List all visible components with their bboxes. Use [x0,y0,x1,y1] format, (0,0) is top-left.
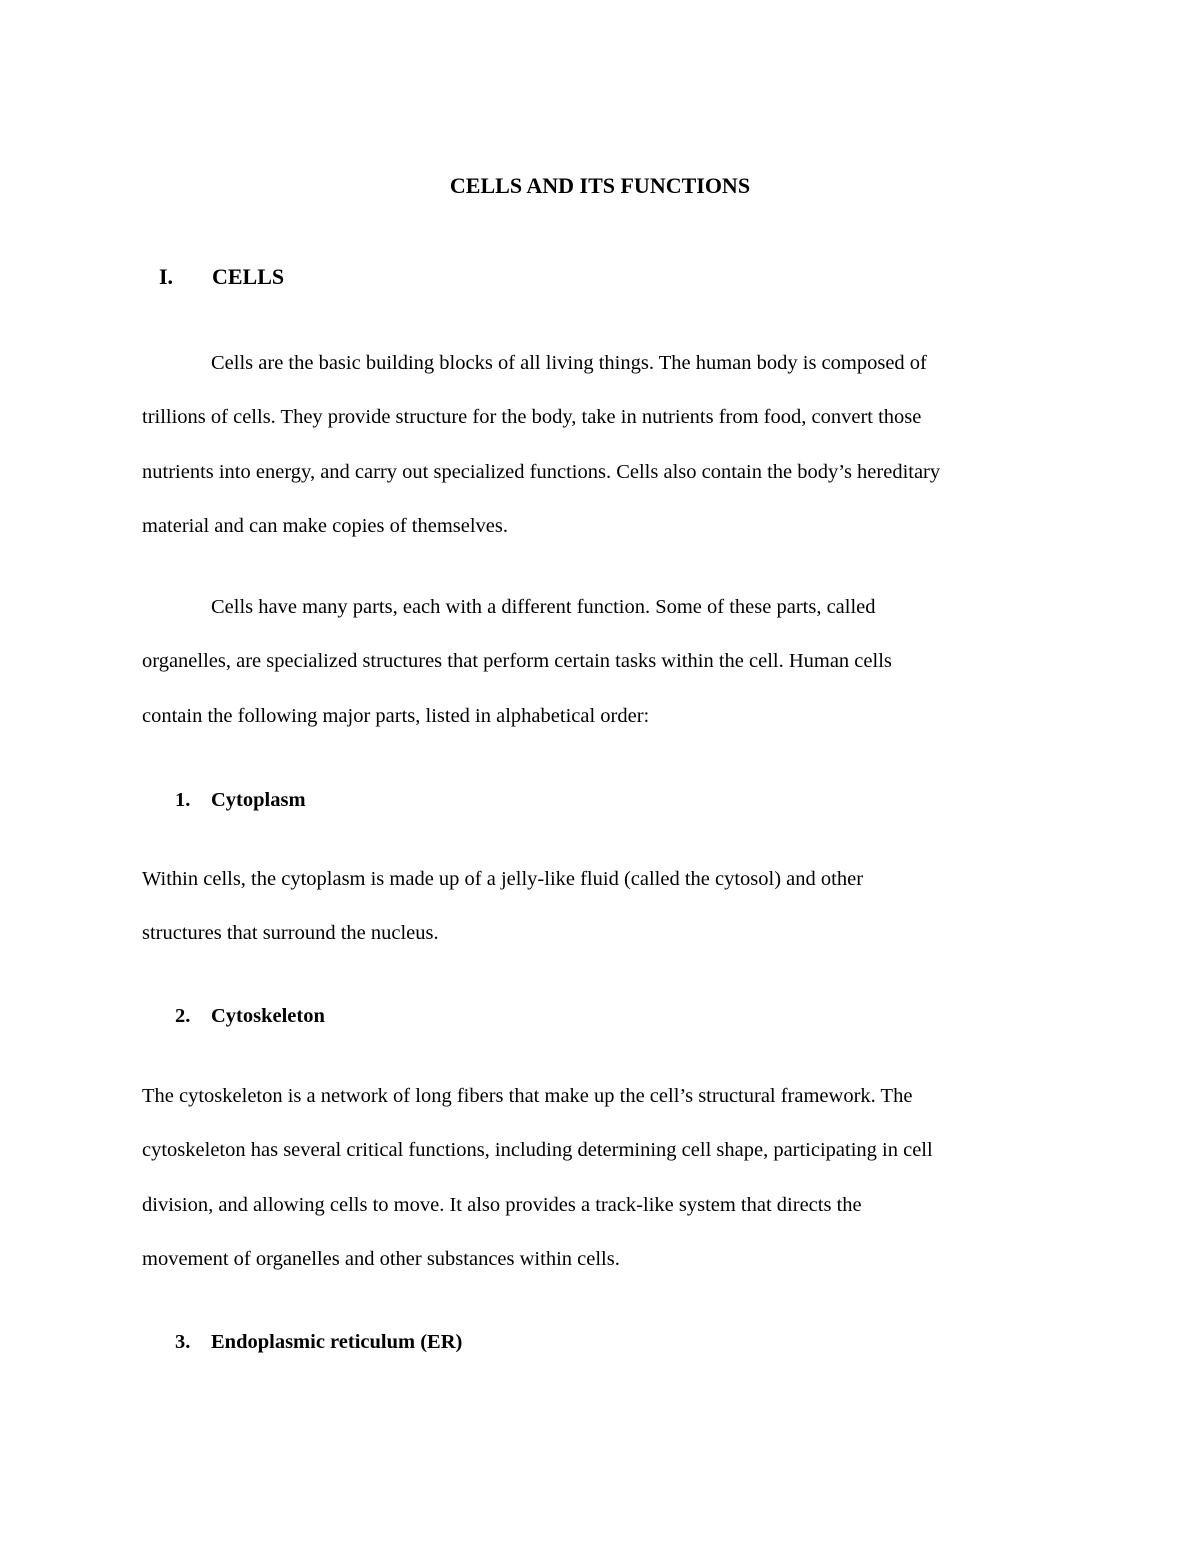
item-heading-cytoplasm [175,785,306,815]
paragraph-line: The cytoskeleton is a network of long fibers that make up the cell’s structural framework. The [142,1085,913,1107]
paragraph-line: structures that surround the nucleus. [142,922,439,945]
paragraph-line: cytoskeleton has several critical functions, including determining cell shape, participating in cell [142,1139,933,1162]
item-name: Endoplasmic reticulum (ER) [211,1331,463,1353]
paragraph-line: trillions of cells. They provide structure for the body, take in nutrients from food, convert those [142,406,922,429]
section-heading [159,262,284,292]
paragraph-line: Within cells, the cytoplasm is made up of a jelly-like fluid (called the cytosol) and other [142,868,864,890]
paragraph-line: contain the following major parts, listed in alphabetical order: [142,704,650,727]
paragraph-line: material and can make copies of themselves. [142,514,509,537]
item-description-cytoplasm [142,852,1067,961]
item-number: 3. [175,1331,191,1353]
paragraph-intro [142,336,1067,553]
item-number: 1. [175,789,191,811]
item-number: 2. [175,1005,191,1027]
paragraph-line: nutrients into energy, and carry out specialized functions. Cells also contain the body’s hereditary [142,460,941,483]
item-heading-endoplasmic-reticulum [175,1327,462,1357]
paragraph-line: division, and allowing cells to move. It also provides a track-like system that directs the [142,1193,862,1216]
paragraph-line: Cells have many parts, each with a different function. Some of these parts, called [211,596,876,618]
paragraph-parts [142,580,1067,743]
document-title: CELLS AND ITS FUNCTIONS [449,173,751,198]
paragraph-line: organelles, are specialized structures that perform certain tasks within the cell. Human cells [142,650,892,673]
paragraph-line: movement of organelles and other substances within cells. [142,1247,620,1270]
item-heading-cytoskeleton [175,1001,325,1031]
section-number: I. [159,264,174,289]
section-title: CELLS [212,264,285,289]
item-description-cytoskeleton [142,1069,1067,1286]
paragraph-line: Cells are the basic building blocks of all living things. The human body is composed of [211,352,927,374]
item-name: Cytoplasm [211,789,306,811]
item-name: Cytoskeleton [211,1005,325,1027]
